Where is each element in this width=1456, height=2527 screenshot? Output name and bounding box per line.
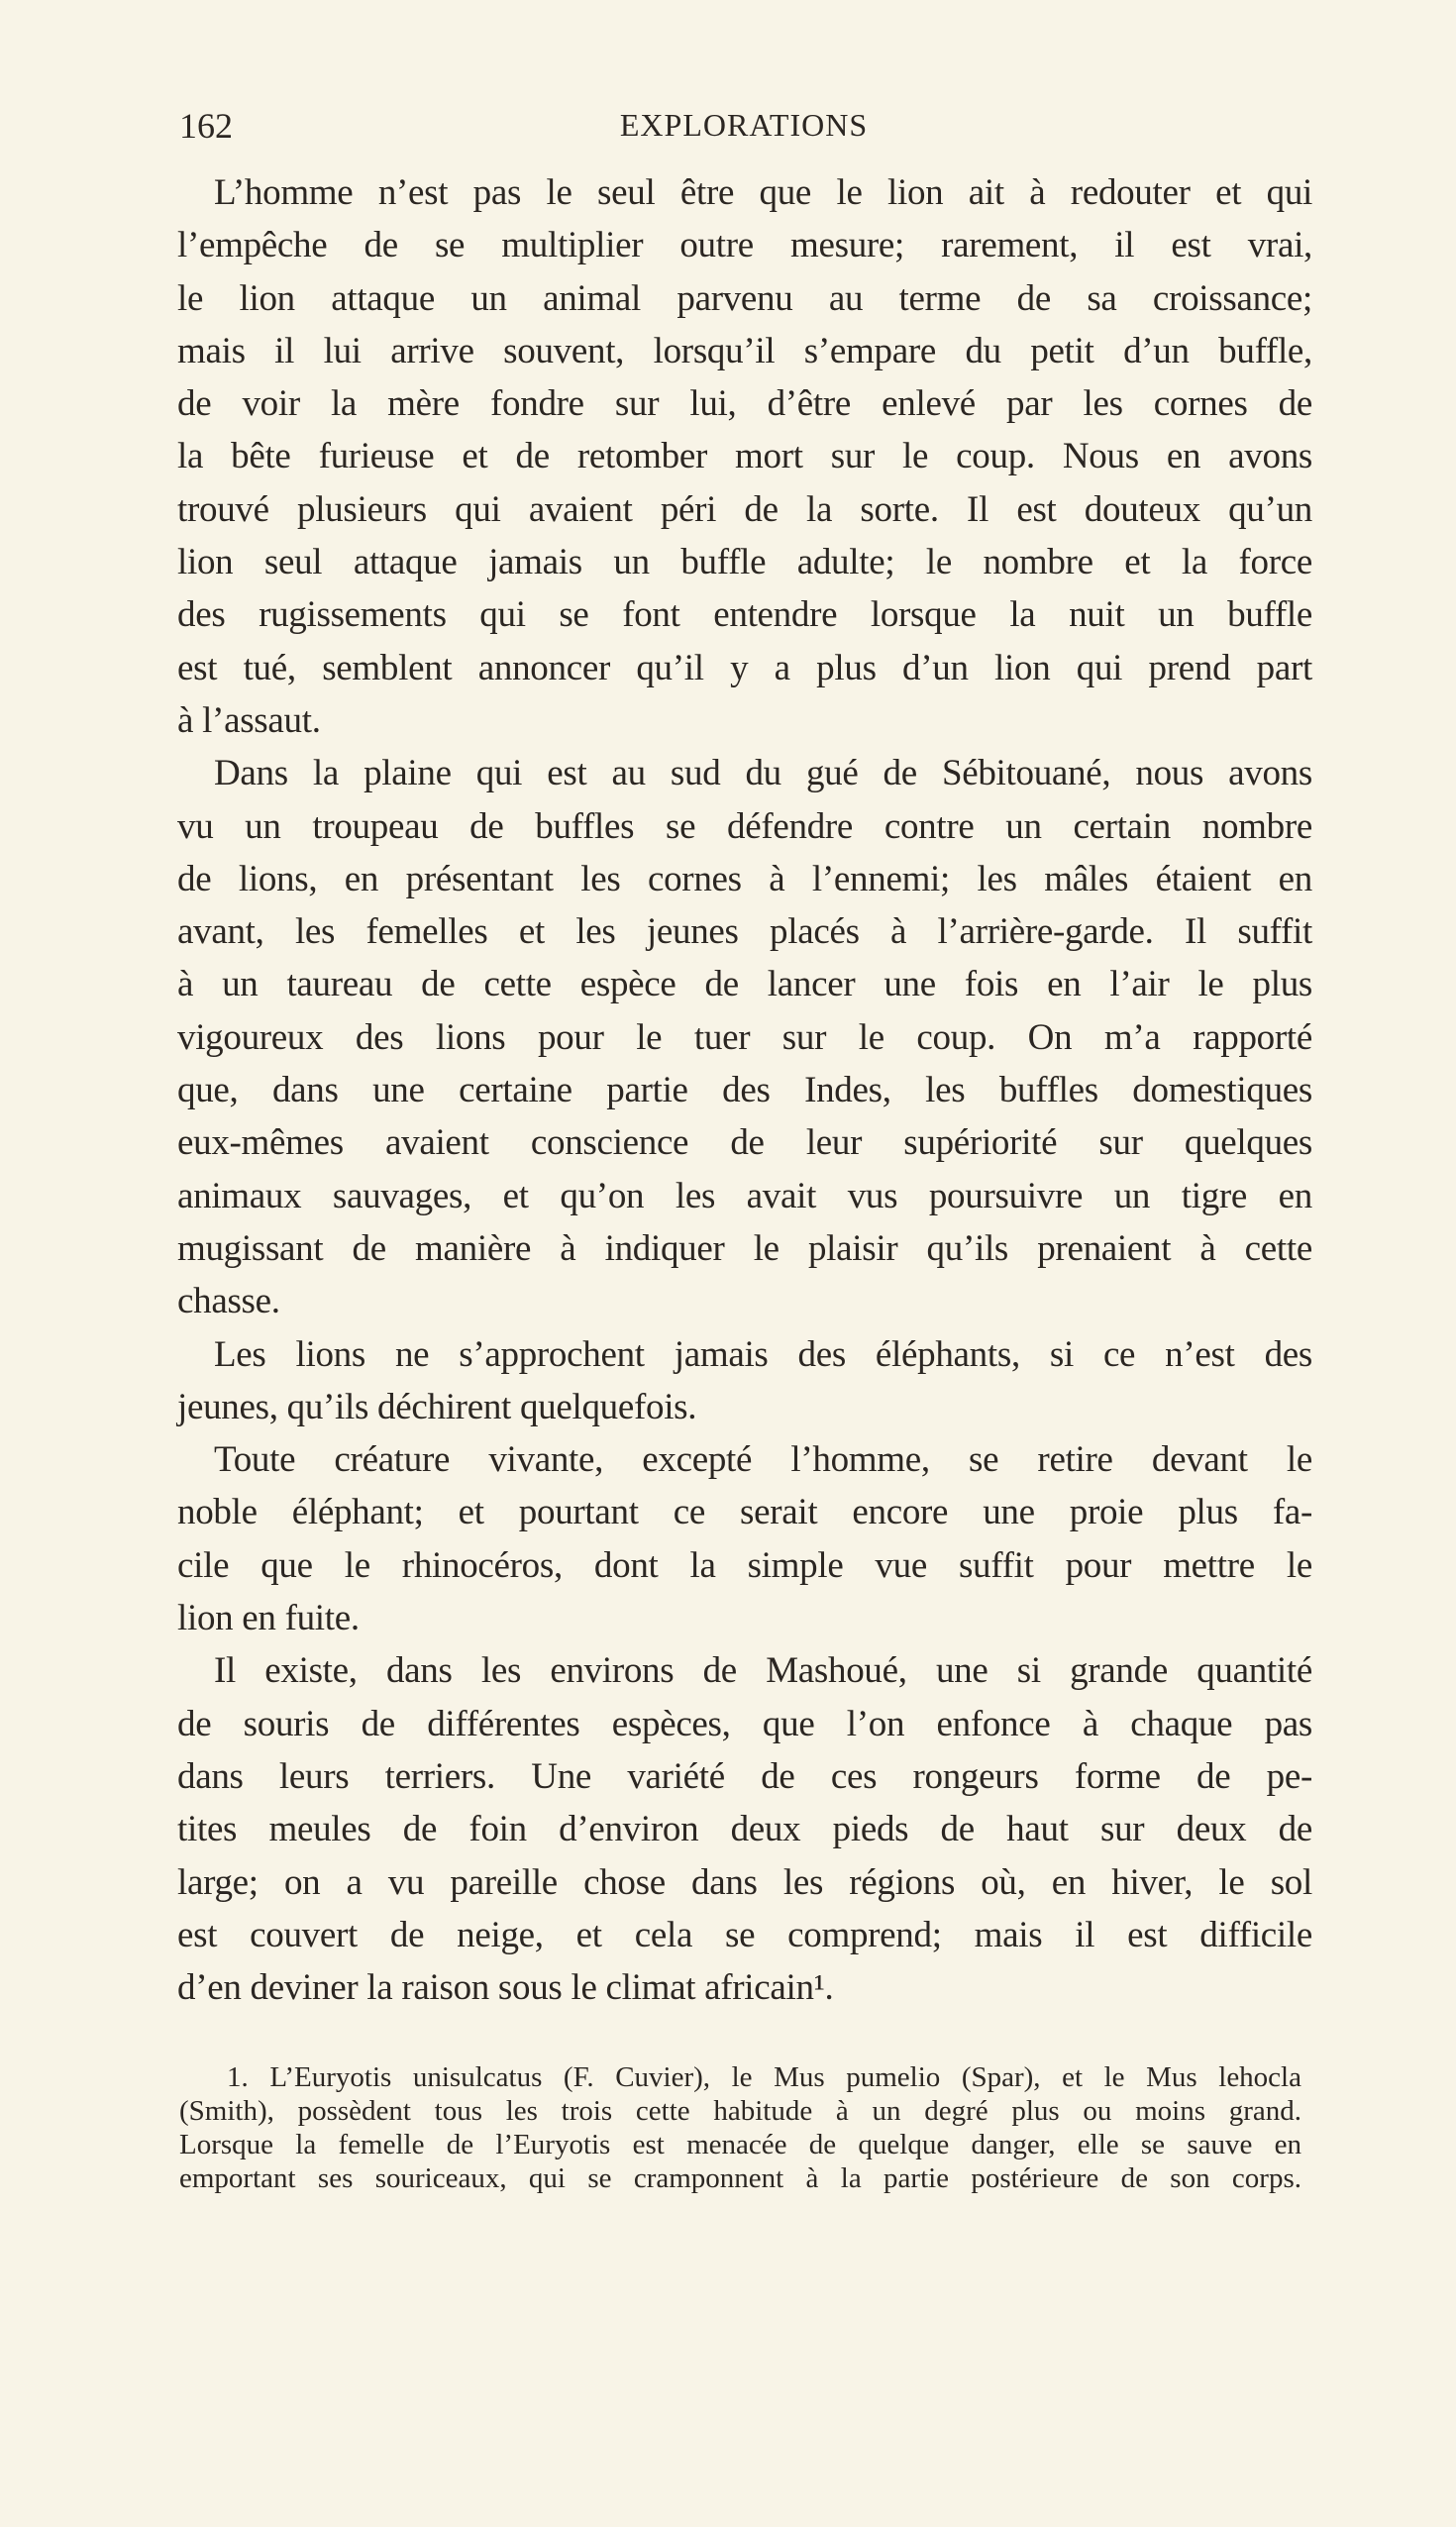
text-line: trouvé plusieurs qui avaient péri de la sorte. Il est douteux qu’un (177, 488, 1312, 530)
body-text (177, 166, 1312, 2014)
text-line: lion seul attaque jamais un buffle adulte; le nombre et la force (177, 542, 1312, 583)
text-line: jeunes, qu’ils déchirent quelquefois. (177, 1386, 697, 1427)
text-line: Les lions ne s’approchent jamais des éléphants, si ce n’est des (214, 1333, 1312, 1375)
text-line: mais il lui arrive souvent, lorsqu’il s’empare du petit d’un buffle, (177, 330, 1312, 371)
text-line: animaux sauvages, et qu’on les avait vus poursuivre un tigre en (177, 1175, 1312, 1216)
text-line: Dans la plaine qui est au sud du gué de Sébitouané, nous avons (214, 753, 1312, 794)
paragraph (177, 1644, 1312, 2014)
text-line: cile que le rhinocéros, dont la simple vue suffit pour mettre le (177, 1544, 1312, 1586)
footnote-line: Lorsque la femelle de l’Euryotis est menacée de quelque danger, elle se sauve en (179, 2129, 1301, 2160)
text-line: Toute créature vivante, excepté l’homme, se retire devant le (214, 1439, 1312, 1481)
text-line: lion en fuite. (177, 1598, 360, 1639)
text-line: noble éléphant; et pourtant ce serait encore une proie plus fa- (177, 1492, 1312, 1533)
page-number: 162 (179, 106, 233, 146)
footnote-line: 1. L’Euryotis unisulcatus (F. Cuvier), le Mus pumelio (Spar), et le Mus lehocla (227, 2061, 1301, 2093)
text-line: de voir la mère fondre sur lui, d’être enlevé par les cornes de (177, 383, 1312, 425)
text-line: L’homme n’est pas le seul être que le lion ait à redouter et qui (214, 172, 1312, 213)
text-line: de lions, en présentant les cornes à l’ennemi; les mâles étaient en (177, 858, 1312, 899)
text-line: tites meules de foin d’environ deux pieds de haut sur deux de (177, 1809, 1312, 1850)
running-title: EXPLORATIONS (619, 107, 869, 143)
text-line: vigoureux des lions pour le tuer sur le coup. On m’a rapporté (177, 1016, 1312, 1058)
text-line: dans leurs terriers. Une variété de ces rongeurs forme de pe- (177, 1755, 1312, 1797)
text-line: mugissant de manière à indiquer le plaisir qu’ils prenaient à cette (177, 1227, 1312, 1269)
text-line: de souris de différentes espèces, que l’on enfonce à chaque pas (177, 1703, 1312, 1744)
text-line: la bête furieuse et de retomber mort sur le coup. Nous en avons (177, 436, 1312, 477)
paragraph (177, 1328, 1312, 1434)
paragraph (177, 166, 1312, 747)
text-line: vu un troupeau de buffles se défendre contre un certain nombre (177, 805, 1312, 847)
text-line: chasse. (177, 1281, 280, 1322)
text-line: des rugissements qui se font entendre lorsque la nuit un buffle (177, 594, 1312, 636)
text-line: Il existe, dans les environs de Mashoué, une si grande quantité (214, 1650, 1312, 1692)
text-line: que, dans une certaine partie des Indes, les buffles domestiques (177, 1070, 1312, 1111)
text-line: le lion attaque un animal parvenu au terme de sa croissance; (177, 277, 1312, 319)
footnote (179, 2060, 1301, 2195)
paragraph (177, 1433, 1312, 1644)
text-line: l’empêche de se multiplier outre mesure; rarement, il est vrai, (177, 225, 1312, 266)
text-line: est couvert de neige, et cela se comprend; mais il est difficile (177, 1914, 1312, 1955)
text-line: à l’assaut. (177, 699, 321, 741)
text-line: large; on a vu pareille chose dans les régions où, en hiver, le sol (177, 1861, 1312, 1903)
paragraph (177, 747, 1312, 1327)
footnote-line: (Smith), possèdent tous les trois cette habitude à un degré plus ou moins grand. (179, 2095, 1301, 2127)
text-line: est tué, semblent annoncer qu’il y a plus d’un lion qui prend part (177, 647, 1312, 688)
text-line: d’en deviner la raison sous le climat africain¹. (177, 1967, 834, 2009)
text-line: eux-mêmes avaient conscience de leur supériorité sur quelques (177, 1122, 1312, 1164)
footnote-line: emportant ses souriceaux, qui se cramponnent à la partie postérieure de son corps. (179, 2162, 1301, 2194)
text-line: à un taureau de cette espèce de lancer une fois en l’air le plus (177, 964, 1312, 1005)
text-line: avant, les femelles et les jeunes placés à l’arrière-garde. Il suffit (177, 911, 1312, 953)
